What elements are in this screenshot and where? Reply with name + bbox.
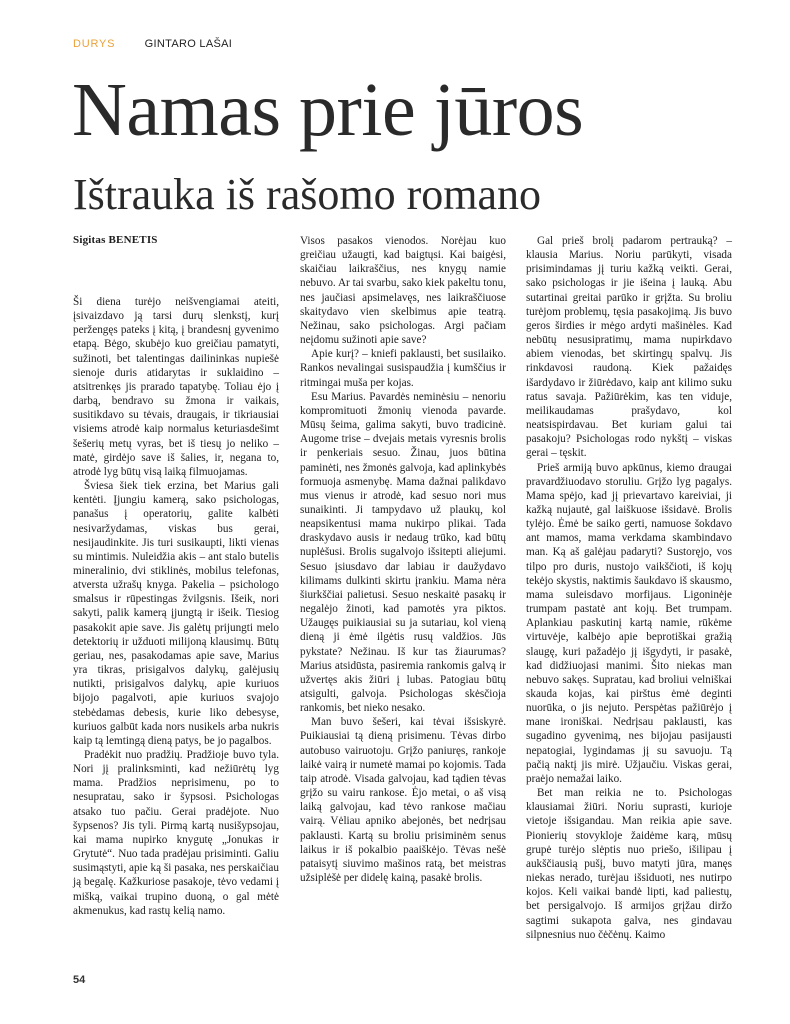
series-label: GINTARO LAŠAI — [144, 38, 233, 50]
section-label: DURYS — [73, 38, 116, 50]
paragraph: Esu Marius. Pavardės neminėsiu – nenoriu kompromituoti žmonių vienoda pavarde. Mūsų šeima, galima sakyti, buvo tradicinė. Augome trise – dvejais metais vyresnis brolis ir penkeriais sesuo. Žinau, juos būtina paminėti, nes žmonės galvoja, kad aplinkybės formuoja asmenybę. Mama dažnai palikdavo mus vienus ir atrodė, kad sesuo nori mus sunaikinti. Ji tampydavo už plaukų, kol neapsikentusi mama nukirpo plikai. Tada draskydavo ausis ir nedaug trūko, kad būtų nuplėšusi. Brolis sugalvojo išsitepti aliejumi. Sesuo įsiusdavo dar labiau ir daužydavo kilimams dulkinti skirtu įrankiu. Mama nėra šiurkščiai palietusi. Sesuo neskaitė pasakų ir negalėjo žinoti, kad pamotės yra piktos. Užaugęs puikiausiai su ja sutariau, kol vieną dieną ji ėmė ilgėtis rusų valdžios. Jūs pykstate? Nežinau. Iš kur tas žiaurumas? Marius atsidūsta, pasiremia rankomis galvą ir užvertęs akis žiūri į lubas. Patogiau būtų atsigulti, galvoja. Psichologas skėsčioja rankomis, bet nieko nesako. — [300, 390, 506, 715]
paragraph: Šviesa šiek tiek erzina, bet Marius gali kentėti. Įjungiu kamerą, sako psichologas, panašus į operatorių, galite kalbėti nesivaržydamas, viskas bus gerai, nesijaudinkite. Jis turi susikaupti, likti vienas su mintimis. Nuleidžia akis – ant stalo butelis mineralinio, dvi stiklinės, mobilus telefonas, atversta užrašų knyga. Pakelia – psichologo smalsus ir rūpestingas žvilgsnis. Išeik, nori sakyti, palik kamerą įjungtą ir išeik. Tiesiog pasakokit apie save. Jis galėtų prijungti melo detektorių ir užduoti milijoną klausimų. Būtų geriau, nes, pasakodamas apie save, Marius yra tikras, prisigalvos dalykų, galėjusių nutikti, prisigalvos dalykų, apie kuriuos bijojo pagalvoti, apie kuriuos svajojo stebėdamas debesis, kurie liko debesyse, kuriuos galbūt kada nors nusikels arba nukris kaip tą lemtingą dieną patys, be jo pagalbos. — [73, 480, 279, 747]
paragraph: Pradėkit nuo pradžių. Pradžioje buvo tyla. Nori jį pralinksminti, kad nežiūrėtų lyg mama. Pradžios neprisimenu, po to nesupratau, sako ir šypsosi. Psichologas atsako tuo pačiu. Gerai pradėjote. Nuo šypsenos? Jis tyli. Pirmą kartą nusišypsojau, kai mama nupirko knygutę „Jonukas ir Grytutė“. Nuo tada pradėjau prisiminti. Galiu susimąstyti, apie ką ši pasaka, nes perskaičiau ją begalę. Kažkuriose pasakoje, tėvo vedami į mišką, vaikai trupino duoną, o gal mėtė akmenukus, kad rastų kelią namo. — [73, 749, 279, 917]
paragraph: Ši diena turėjo neišvengiamai ateiti, įsivaizdavo ją tarsi durų slenkstį, kurį peržengęs pateks į kitą, į brandesnį gyvenimo etapą. Bėgo, skubėjo kuo greičiau pamatyti, sužinoti, bet talentingas dailininkas nupiešė sienoje duris atidarytas ir suklaidino – atsitrenkęs jis prarado tapatybę. Toliau ėjo į darbą, bendravo su žmona ir vaikais, susitikdavo su tėvais, draugais, ir tikriausiai visiems atrodė kaip normalus keturiasdešimt šešerių metų vyras, bet iš tiesų jo neliko – matė, girdėjo save iš šalies, ir, negana to, atrodė lyg būtų visą laiką filmuojamas. — [73, 296, 279, 478]
paragraph: Gal prieš brolį padarom pertrauką? – klausia Marius. Noriu parūkyti, visada prisimindamas jį turiu kažką veikti. Gerai, sako psichologas ir jie išeina į lauką. Abu sutartinai greitai parūko ir grįžta. Su broliu turėjom problemų, tęsia pasakojimą. Jis buvo geros širdies ir mėgo ardyti mašinėles. Kad nebūtų nesusipratimų, mama nupirkdavo abiem vienodas, bet skirtingų spalvų. Jis rinkdavosi raudoną. Kiek pažaidęs išardydavo ir žiūrėdavo, kaip ant kilimo suku ratus savaja. Pažiūrėkim, kas ten viduje, meilikaudamas prašydavo, kol neatsispirdavau. Bet kuriam galui tai pasakoju? Psichologas rodo nykštį – viskas gerai – tęskit. — [526, 235, 732, 460]
text-column-1 — [73, 295, 279, 918]
article-subtitle: Ištrauka iš rašomo romano — [73, 170, 541, 219]
text-column-3 — [526, 234, 732, 942]
article-author: Sigitas BENETIS — [73, 234, 158, 246]
text-column-2 — [300, 234, 506, 885]
paragraph: Prieš armiją buvo apkūnus, kiemo draugai pravardžiuodavo storuliu. Grįžo lyg pagalys. Mama spėjo, kad jį prievartavo kareiviai, ji kažką nujautė, gal laiškuose išsidavė. Brolis tylėjo. Ėmė be saiko gerti, namuose šokdavo ant mamos, mama verkdama skambindavo man. Ką aš galėjau padaryti? Sustoręjo, vos tilpo pro duris, nustojo vaikščioti, iš kojų tekėjo skystis, naktimis šaukdavo iš skausmo, mama suleisdavo morfijaus. Ligoninėje trumpam pastatė ant kojų. Bet trumpam. Aplankiau paskutinį kartą namie, rūkėme virtuvėje, kalbėjo apie beprotiškai gražią slaugę, kuri pažadėjo jį išgydyti, ir pasakė, kad didžiuojasi manimi. Šito niekas man nebuvo sakęs. Supratau, kad broliui velniškai skauda kojas, kai pirštus ėmė deginti nuorūka, o jis nejuto. Perspėtas pažiūrėjo į mane ironiškai. Nedrįsau paklausti, kas sugadino gyvenimą, nes bijojau pasijausti nepatogiai, lygindamas jį su savuoju. Tą pačią naktį jis mirė. Užjaučiu. Viskas gerai, praėjo nemažai laiko. — [526, 461, 732, 785]
article-title: Namas prie jūros — [72, 68, 584, 152]
running-header — [73, 38, 232, 50]
page-number: 54 — [73, 974, 86, 986]
paragraph: Bet man reikia ne to. Psichologas klausiamai žiūri. Noriu suprasti, kurioje vietoje išsigandau. Man reikia apie save. Pionierių stovykloje žaidėme karą, mūsų grupė turėjo slėptis nuo priešo, išilipau į aukščiausią pušį, buvo matyti jūra, manęs niekas nerado, turėjau išsiduoti, nes nutirpo kojos. Keli vaikai bandė lipti, kad paliestų, bet persigalvojo. Iš armijos grįžau diržo sagtimi sukapota galva, nes gindavau silpnesnius nuo čėčėnų. Kaimo — [526, 787, 732, 941]
paragraph: Apie kurį? – kniefi paklausti, bet susilaiko. Rankos nevalingai susispaudžia į kumščius ir ritmingai muša per kojas. — [300, 348, 506, 389]
paragraph: Man buvo šešeri, kai tėvai išsiskyrė. Puikiausiai tą dieną prisimenu. Tėvas dirbo autobuso vairuotoju. Grįžo paniuręs, rankoje laikė vairą ir numetė mamai po kojomis. Tada taip atrodė. Visada galvojau, kad tądien tėvas grįžo su vairu rankose. Ėjo metai, o aš visą laiką galvojau, kad tėvo rankose mačiau vairą. Vėliau apniko abejonės, bet nedrįsau paklausti. Kartą su broliu prisiminėm senus laikus ir iš pokalbio paaiškėjo. Tėvas nešė pataisytį siuvimo mašinos ratą, bet meistras užsiplėšė per didelę kainą, pasakė brolis. — [300, 716, 506, 885]
paragraph: Visos pasakos vienodos. Norėjau kuo greičiau užaugti, kad baigtųsi. Kai baigėsi, skaičiau laikraščius, nes knygų namie nebuvo. Ar tai svarbu, sako kiek pakeltu tonu, nes jaučiasi apsimelavęs, nes laikraščiuose skaitydavo vien skelbimus apie teatrą. Nežinau, sako psichologas. Argi pačiam neįdomu sužinoti apie save? — [300, 235, 506, 347]
